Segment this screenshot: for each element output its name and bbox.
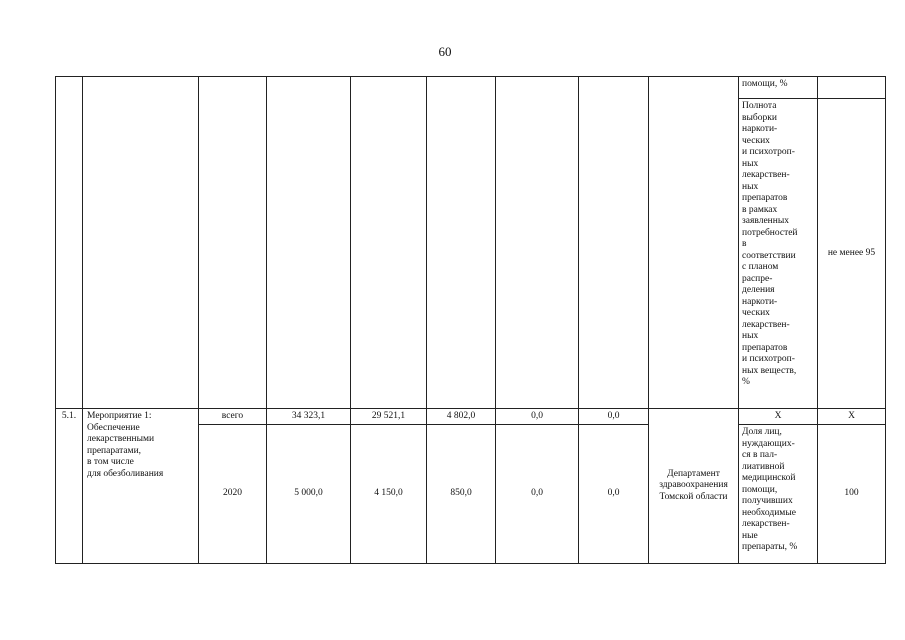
executor-line: Томской области <box>659 491 728 502</box>
indicator-line: в <box>742 239 747 249</box>
total-indicator: Х <box>739 409 818 425</box>
indicator-line: лиативной <box>742 461 785 472</box>
row-title-line: для обезболивания <box>87 468 164 479</box>
indicator-line: нуждающих- <box>742 438 795 449</box>
indicator-line: ных <box>742 331 759 341</box>
indicator-line: наркоти- <box>742 124 778 134</box>
indicator-line: заявленных <box>742 216 789 226</box>
cont-period-cell <box>199 77 267 409</box>
indicator-line: помощи, <box>742 484 778 495</box>
cont-number-cell <box>56 77 83 409</box>
indicator-line: препаратов <box>742 342 788 353</box>
row-number: 5.1. <box>61 411 77 421</box>
cont-executor-cell <box>649 77 739 409</box>
indicator-line: соответствии <box>742 250 796 261</box>
indicator-line: медицинской <box>742 473 796 483</box>
indicator-line: ся в пал- <box>742 450 778 460</box>
total-local: 0,0 <box>496 409 579 425</box>
executor-line: здравоохранения <box>659 480 728 491</box>
cont-local-cell <box>496 77 579 409</box>
row-title-line: препаратами, <box>87 445 142 456</box>
indicator-line: деления <box>742 285 775 295</box>
program-table <box>55 76 886 564</box>
indicator-line: ных веществ, <box>742 365 797 376</box>
row-title-line: в том числе <box>87 457 134 467</box>
indicator-line: выборки <box>742 112 777 123</box>
row-5-1-total <box>56 409 886 425</box>
indicator-line: ных <box>742 181 759 192</box>
cont-title-cell <box>83 77 199 409</box>
indicator-line: Доля лиц, <box>742 427 782 437</box>
indicator-line: ных <box>742 158 759 169</box>
total-regional: 4 802,0 <box>427 409 496 425</box>
indicator-line: Полнота <box>742 101 777 111</box>
executor-line: Департамент <box>667 468 720 479</box>
indicator-narcotics-value: не менее 95 <box>818 99 886 409</box>
indicator-line: потребностей <box>742 227 798 238</box>
indicator-tail-cell <box>739 77 818 99</box>
indicator-line: препаратов <box>742 193 788 203</box>
indicator-line: лекарствен- <box>742 319 790 330</box>
row-title-cell <box>83 409 199 564</box>
total-other: 0,0 <box>579 409 649 425</box>
year-local: 0,0 <box>496 425 579 564</box>
year-federal: 4 150,0 <box>351 425 427 564</box>
indicator-line: необходимые <box>742 507 796 518</box>
row-number-cell <box>56 409 83 564</box>
total-period: всего <box>199 409 267 425</box>
indicator-line: лекарствен- <box>742 519 790 529</box>
indicator-line: ческих <box>742 308 770 318</box>
indicator-line: лекарствен- <box>742 170 790 180</box>
indicator-line: % <box>742 377 750 387</box>
cont-sum-cell <box>267 77 351 409</box>
indicator-line: в рамках <box>742 204 778 215</box>
indicator-line: наркоти- <box>742 296 778 307</box>
cont-federal-cell <box>351 77 427 409</box>
year-period: 2020 <box>199 425 267 564</box>
row-title-line: лекарственными <box>87 434 155 444</box>
indicator-line: ческих <box>742 135 770 146</box>
year-regional: 850,0 <box>427 425 496 564</box>
total-sum: 34 323,1 <box>267 409 351 425</box>
indicator-line: ные <box>742 530 758 541</box>
cont-other-cell <box>579 77 649 409</box>
year-other: 0,0 <box>579 425 649 564</box>
indicator-tail-text: помощи, % <box>742 79 788 89</box>
indicator-line: с планом <box>742 262 779 272</box>
page-number: 60 <box>438 44 452 59</box>
total-federal: 29 521,1 <box>351 409 427 425</box>
indicator-line: и психотроп- <box>742 354 795 364</box>
indicator-line: получивших <box>742 496 793 506</box>
row-title-line: Обеспечение <box>87 422 140 433</box>
cont-regional-cell <box>427 77 496 409</box>
year-sum: 5 000,0 <box>267 425 351 564</box>
row-title-line: Мероприятие 1: <box>87 411 152 421</box>
executor-cell <box>649 409 739 564</box>
palliative-indicator-value: 100 <box>818 425 886 564</box>
indicator-narcotics-cell <box>739 99 818 409</box>
total-indicator-value: Х <box>818 409 886 425</box>
indicator-line: препараты, % <box>742 542 798 552</box>
palliative-indicator-cell <box>739 425 818 564</box>
indicator-line: распре- <box>742 273 773 284</box>
indicator-line: и психотроп- <box>742 147 795 157</box>
indicator-tail-value <box>818 77 886 99</box>
continuation-row-1 <box>56 77 886 99</box>
